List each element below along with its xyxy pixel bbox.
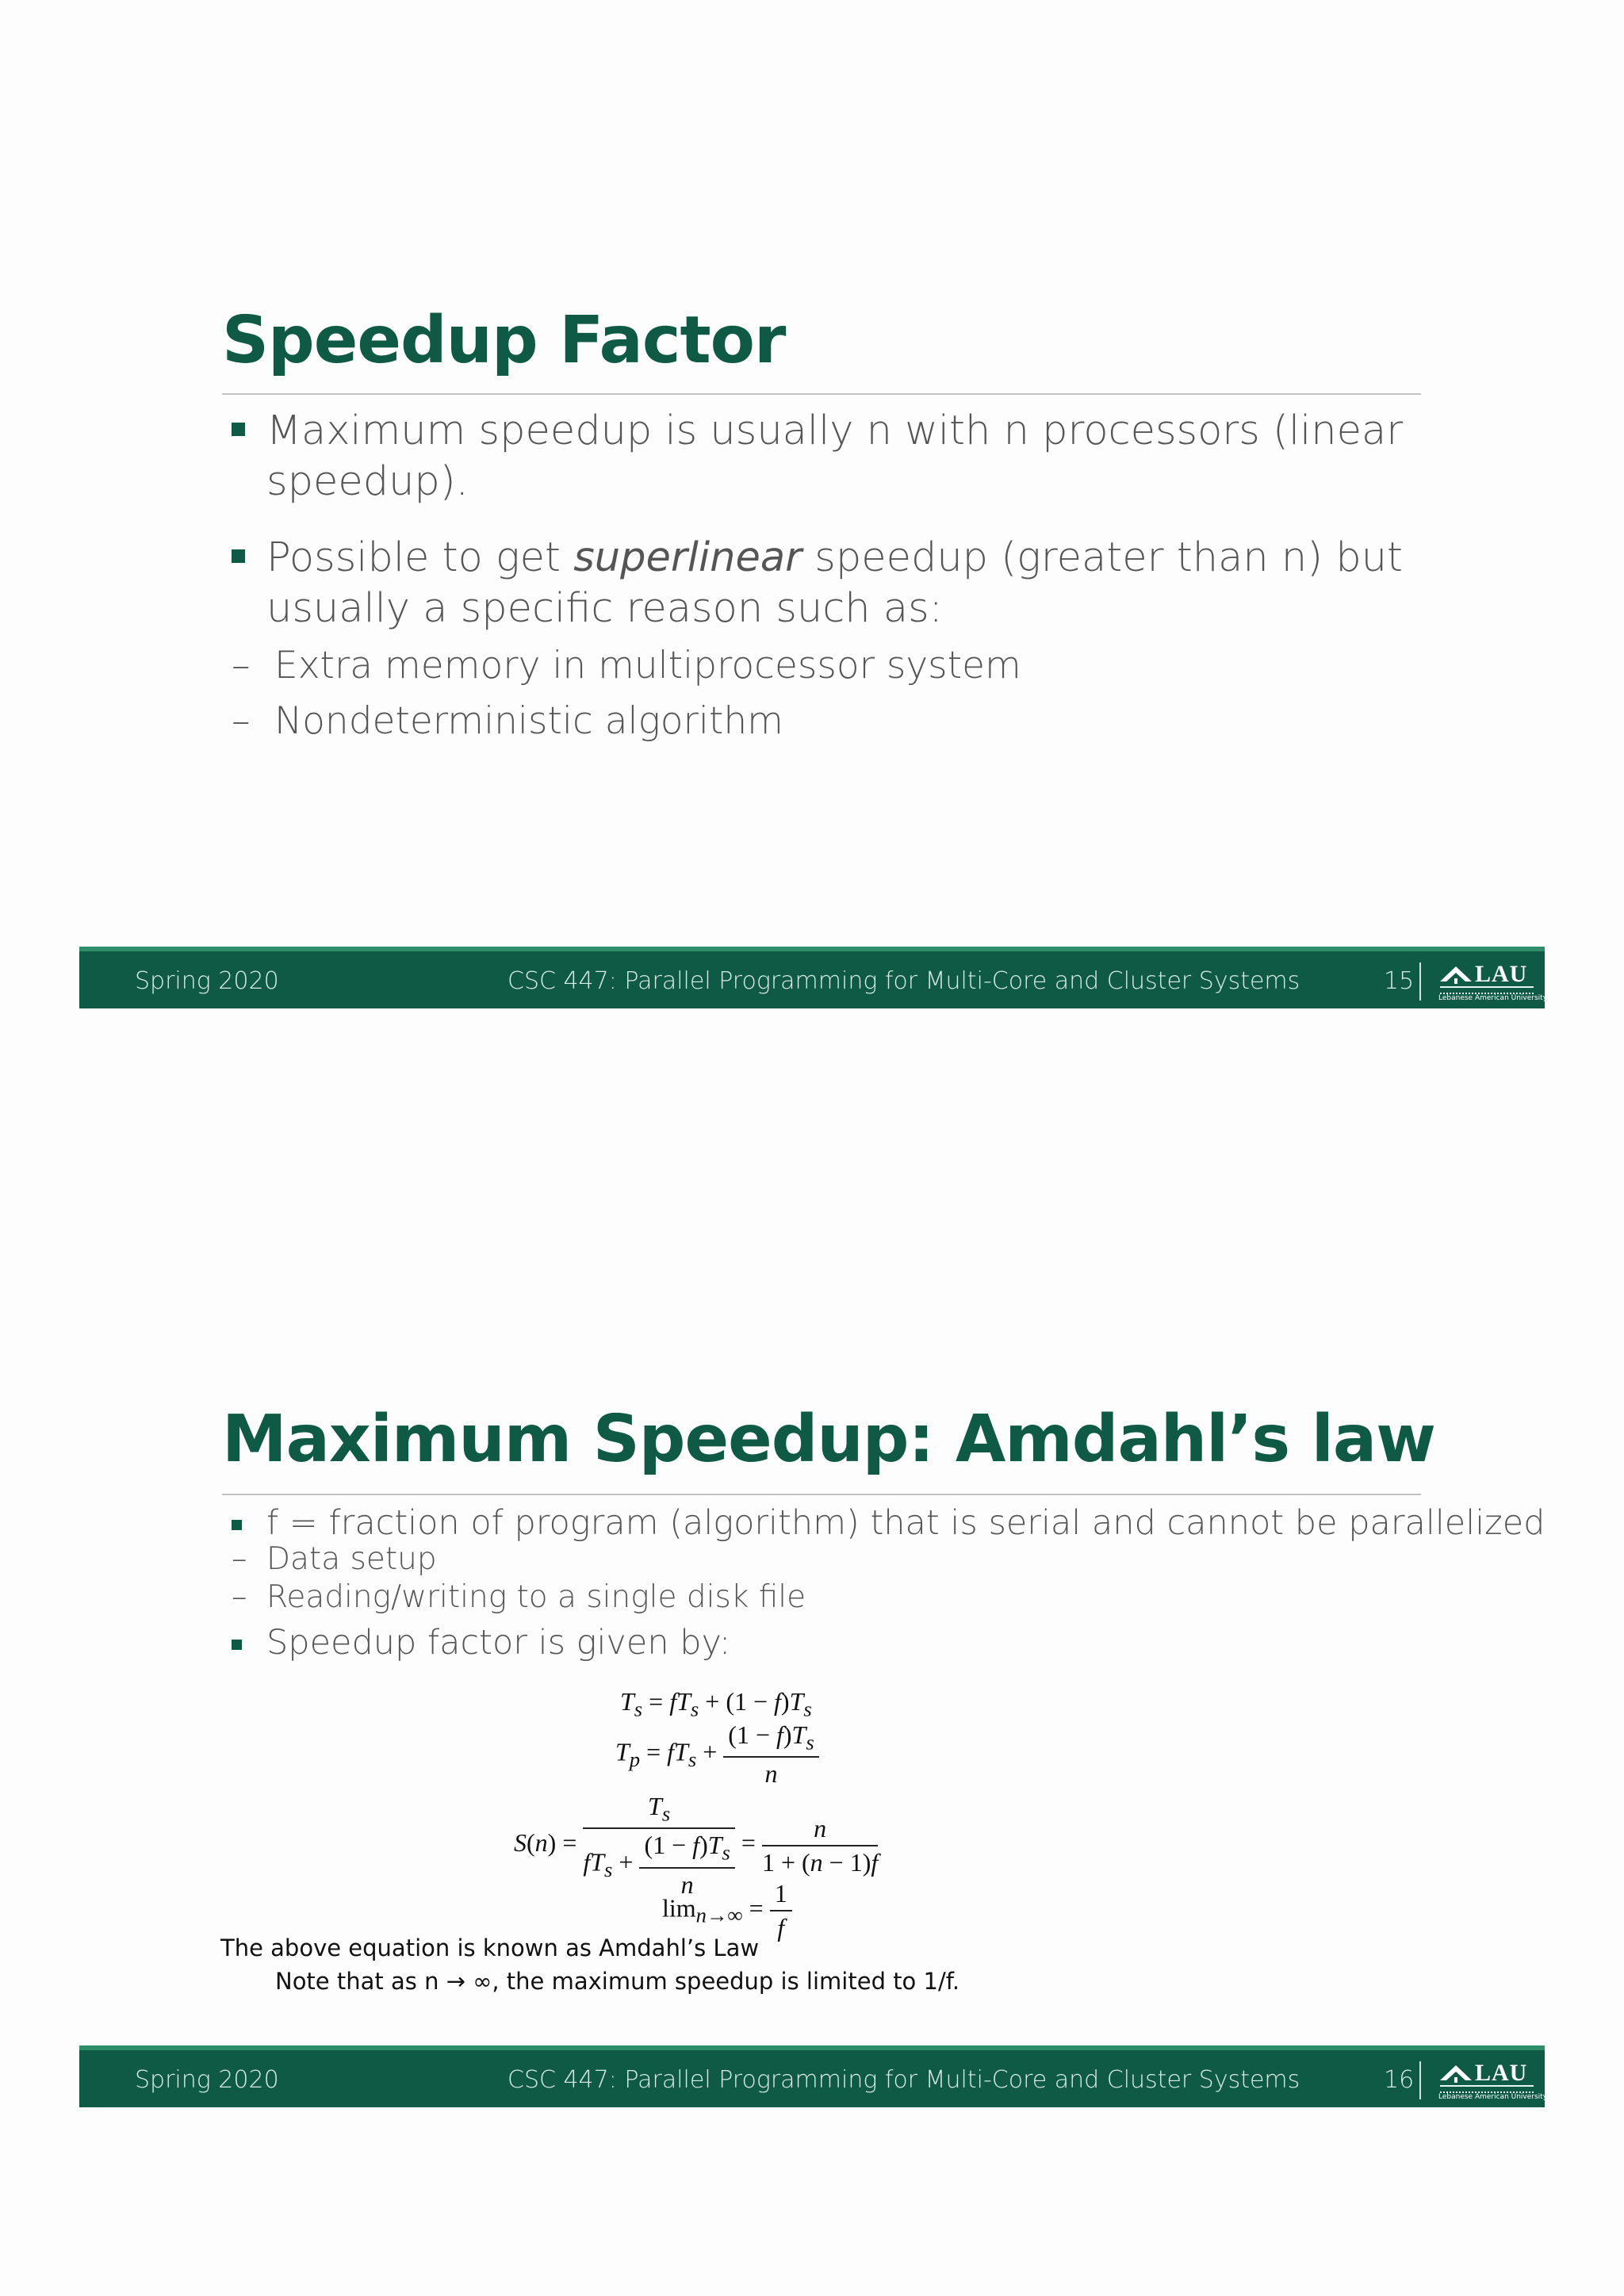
equation-limit: $\lim_{n\to\infty}$ = $\frac{1}{f}$ <box>662 1879 792 1942</box>
equation-speedup: S(n) = $T_s$ $fT_s$ + $\frac{(1 - f)T_s}{n}$ = $\frac{n}{1 + (n - 1)f}$ <box>514 1792 879 1899</box>
emphasis-superlinear: superlinear <box>573 534 802 581</box>
slide-15 <box>0 0 1624 1023</box>
slide-footer <box>79 2045 1548 2107</box>
max-speedup-note: Note that as n → ∞, the maximum speedup is limited to 1/f. <box>275 1968 960 1995</box>
logo-arabic-script <box>1440 2085 1534 2093</box>
dash-marker: – <box>232 699 251 743</box>
logo-arabic-script <box>1440 986 1534 994</box>
title-rule <box>222 1494 1421 1495</box>
bullet-text-part: speedup (greater than n) but <box>802 534 1404 581</box>
sub-bullet-text: Nondeterministic algorithm <box>274 699 783 743</box>
slide-16 <box>0 1023 1624 2149</box>
amdahl-law-note: The above equation is known as Amdahl’s Law <box>220 1934 760 1961</box>
slide-footer <box>79 947 1548 1008</box>
footer-term: Spring 2020 <box>135 967 279 995</box>
bullet-text: f = fraction of program (algorithm) that is serial and cannot be parallelized <box>266 1503 1545 1543</box>
footer-divider <box>1419 2061 1421 2099</box>
bullet-text <box>266 533 1403 584</box>
cedar-icon <box>1438 2063 1473 2084</box>
bullet-text-continued: speedup). <box>266 458 469 505</box>
footer-page-number: 16 <box>1384 2066 1415 2094</box>
footer-course: CSC 447: Parallel Programming for Multi-Core and Cluster Systems <box>508 2066 1300 2094</box>
bullet-text-part: Possible to get <box>266 534 574 581</box>
bullet-square-icon <box>232 1520 242 1530</box>
title-rule <box>222 393 1421 395</box>
bullet-text: Maximum speedup is usually n with n processors (linear <box>266 408 1404 454</box>
bullet-square-icon <box>232 549 245 563</box>
footer-term: Spring 2020 <box>135 2066 279 2094</box>
bullet-square-icon <box>232 1640 242 1650</box>
sub-bullet-text: Extra memory in multiprocessor system <box>274 644 1021 687</box>
logo-text: LAU <box>1475 2060 1528 2086</box>
equation-tp: $T_p = fT_s$ + $\frac{(1 - f)T_s}{n}$ <box>615 1720 819 1789</box>
footer-page-number: 15 <box>1384 967 1415 995</box>
cedar-icon <box>1438 964 1473 985</box>
slide-title: Speedup Factor <box>222 303 786 378</box>
footer-divider <box>1419 962 1421 1001</box>
equation-ts: $T_s = fT_s + (1 - f)T_s$ <box>620 1687 812 1721</box>
sub-bullet-text: Data setup <box>266 1541 437 1577</box>
lau-logo <box>1437 958 1548 1005</box>
bullet-text: Speedup factor is given by: <box>266 1623 731 1663</box>
bullet-square-icon <box>232 423 245 436</box>
logo-university-name: Lebanese American University <box>1438 994 1548 1002</box>
bullet-text-continued: usually a specific reason such as: <box>266 585 943 632</box>
footer-course: CSC 447: Parallel Programming for Multi-Core and Cluster Systems <box>508 967 1300 995</box>
logo-text: LAU <box>1475 961 1528 987</box>
lau-logo <box>1437 2057 1548 2104</box>
slide-title: Maximum Speedup: Amdahl’s law <box>222 1402 1435 1477</box>
logo-university-name: Lebanese American University <box>1438 2093 1548 2101</box>
sub-bullet-text: Reading/writing to a single disk file <box>266 1579 806 1615</box>
dash-marker: – <box>232 1579 247 1615</box>
dash-marker: – <box>232 644 251 687</box>
dash-marker: – <box>232 1541 247 1577</box>
